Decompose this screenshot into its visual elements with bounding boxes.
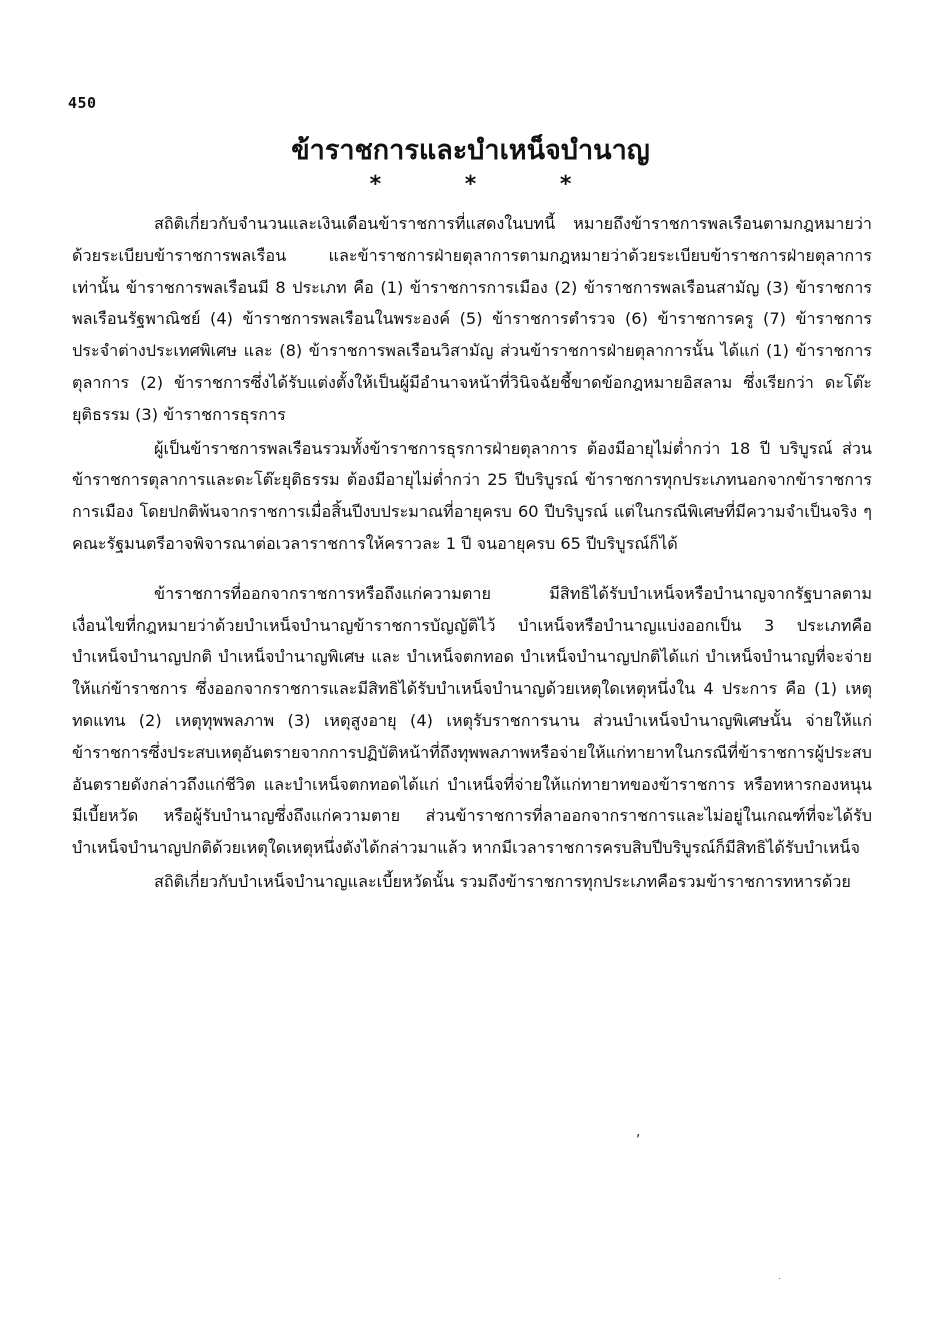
paragraph-pension-types: ข้าราชการที่ออกจากราชการหรือถึงแก่ความตาย มีสิทธิได้รับบำเหน็จหรือบำนาญจากรัฐบาลตามเงื่อนไขที่กฎหมายว่าด้วยบำเหน็จบำนาญข้าราชการบัญญัติไว้ บำเหน็จหรือบำนาญแบ่งออกเป็น 3 ประเภทคือ บำเหน็จบำนาญปกติ บำเหน็จบำนาญพิเศษ และ บำเหน็จตกทอด บำเหน็จบำนาญปกติได้แก่ บำเหน็จบำนาญที่จะจ่ายให้แก่ข้าราชการ ซึ่งออกจากราชการและมีสิทธิได้รับบำเหน็จบำนาญด้วยเหตุใดเหตุหนึ่งใน 4 ประการ คือ (1) เหตุทดแทน (2) เหตุทุพพลภาพ (3) เหตุสูงอายุ (4) เหตุรับราชการนาน ส่วนบำเหน็จบำนาญพิเศษนั้น จ่ายให้แก่ข้าราชการซึ่งประสบเหตุอันตรายจากการปฏิบัติหน้าที่ถึงทุพพลภาพหรือจ่ายให้แก่ทายาทในกรณีที่ข้าราชการผู้ประสบอันตรายดังกล่าวถึงแก่ชีวิต และบำเหน็จตกทอดได้แก่ บำเหน็จที่จ่ายให้แก่ทายาทของข้าราชการ หรือทหารกองหนุนมีเบี้ยหวัด หรือผู้รับบำนาญซึ่งถึงแก่ความตาย ส่วนข้าราชการที่ลาออกจากราชการและไม่อยู่ในเกณฑ์ที่จะได้รับบำเหน็จบำนาญปกติด้วยเหตุใดเหตุหนึ่งดังได้กล่าวมาแล้ว หากมีเวลาราชการครบสิบปีบริบูรณ์ก็มีสิทธิได้รับบำเหน็จ <box>72 583 872 858</box>
paragraph-age-requirements: ผู้เป็นข้าราชการพลเรือนรวมทั้งข้าราชการธุรการฝ่ายตุลาการ ต้องมีอายุไม่ต่ำกว่า 18 ปี บริบูรณ์ ส่วนข้าราชการตุลาการและดะโต๊ะยุติธรรม ต้องมีอายุไม่ต่ำกว่า 25 ปีบริบูรณ์ ข้าราชการทุกประเภทนอกจากข้าราชการการเมือง โดยปกติพ้นจากราชการเมื่อสิ้นปีงบประมาณที่อายุครบ 60 ปีบริบูรณ์ แต่ในกรณีพิเศษที่มีความจำเป็นจริง ๆ คณะรัฐมนตรีอาจพิจารณาต่อเวลาราชการให้คราวละ 1 ปี จนอายุครบ 65 ปีบริบูรณ์ก็ได้ <box>72 438 872 553</box>
page-number: 450 <box>68 94 97 112</box>
page-title: ข้าราชการและบำเหน็จบำนาญ <box>291 135 650 166</box>
body-text <box>72 208 872 898</box>
paragraph-civil-servant-types: สถิติเกี่ยวกับจำนวนและเงินเดือนข้าราชการที่แสดงในบทนี้ หมายถึงข้าราชการพลเรือนตามกฎหมายว่าด้วยระเบียบข้าราชการพลเรือน และข้าราชการฝ่ายตุลาการตามกฎหมายว่าด้วยระเบียบข้าราชการฝ่ายตุลาการเท่านั้น ข้าราชการพลเรือนมี 8 ประเภท คือ (1) ข้าราชการการเมือง (2) ข้าราชการพลเรือนสามัญ (3) ข้าราชการพลเรือนรัฐพาณิชย์ (4) ข้าราชการพลเรือนในพระองค์ (5) ข้าราชการตำรวจ (6) ข้าราชการครู (7) ข้าราชการประจำต่างประเทศพิเศษ และ (8) ข้าราชการพลเรือนวิสามัญ ส่วนข้าราชการฝ่ายตุลาการนั้น ได้แก่ (1) ข้าราชการตุลาการ (2) ข้าราชการซึ่งได้รับแต่งตั้งให้เป็นผู้มีอำนาจหน้าที่วินิจฉัยชี้ขาดข้อกฎหมายอิสลาม ซึ่งเรียกว่า ดะโต๊ะยุติธรรม (3) ข้าราชการธุรการ <box>72 214 872 424</box>
paragraph-pension-statistics: สถิติเกี่ยวกับบำเหน็จบำนาญและเบี้ยหวัดนั้น รวมถึงข้าราชการทุกประเภทคือรวมข้าราชการทหารด้วย <box>154 871 851 891</box>
section-separator: * * * <box>369 172 610 197</box>
scan-mark: . <box>778 1272 781 1281</box>
scan-mark: , <box>636 1124 641 1140</box>
